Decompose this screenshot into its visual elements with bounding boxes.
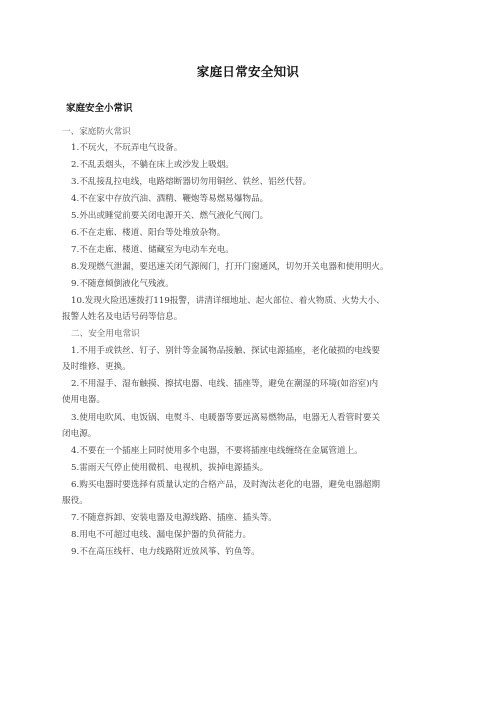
electric-item-continuation: 闭电源。 (62, 429, 97, 439)
fire-item: 9.不随意倾倒液化气残液。 (71, 279, 174, 289)
electric-item-continuation: 服役。 (62, 496, 88, 506)
electric-item: 3.使用电吹风、电饭锅、电熨斗、电暖器等要远离易燃物品，电器无人看管时要关 (71, 413, 380, 423)
electric-item-continuation: 使用电器。 (62, 395, 105, 405)
fire-item: 3.不乱接乱拉电线，电路熔断器切勿用铜丝、铁丝、铝丝代替。 (71, 177, 312, 187)
electric-item: 4.不要在一个插座上同时使用多个电器，不要将插座电线缠绕在金属管道上。 (71, 446, 363, 456)
document-title: 家庭日常安全知识 (196, 64, 300, 79)
electric-item: 6.购买电器时要选择有质量认定的合格产品，及时淘汰老化的电器，避免电器超期 (71, 480, 380, 490)
fire-item: 8.发现燃气泄漏，要迅速关闭气源阀门，打开门窗通风，切勿开关电器和使用明火。 (71, 262, 389, 272)
fire-safety-heading: 一、家庭防火常识 (62, 127, 131, 137)
fire-item: 7.不在走廊、楼道、储藏室为电动车充电。 (71, 245, 234, 255)
electric-item-continuation: 及时维修、更换。 (62, 362, 131, 372)
fire-item: 10.发现火险迅速拨打119报警，讲清详细地址、起火部位、着火物质、火势大小、 (71, 296, 385, 306)
electric-item: 1.不用手或铁丝、钉子、别针等金属物品接触、探试电源插座，老化破损的电线要 (71, 346, 380, 356)
fire-item: 5.外出或睡觉前要关闭电源开关、燃气液化气阀门。 (71, 211, 269, 221)
electric-safety-heading: 二、安全用电常识 (71, 329, 140, 339)
electric-item: 5.雷雨天气停止使用微机、电视机，拔掉电源插头。 (71, 463, 269, 473)
electric-item: 2.不用湿手、湿布触摸、擦拭电器、电线、插座等，避免在潮湿的环境(如浴室)内 (71, 379, 379, 389)
electric-item: 9.不在高压线杆、电力线路附近放风筝、钓鱼等。 (71, 547, 260, 557)
section-heading: 家庭安全小常识 (66, 103, 133, 114)
electric-item: 7.不随意拆卸、安装电器及电源线路、插座、插头等。 (71, 513, 277, 523)
fire-item: 4.不在家中存放汽油、酒精、鞭炮等易燃易爆物品。 (71, 194, 269, 204)
fire-item: 1.不玩火，不玩弄电气设备。 (71, 143, 183, 153)
fire-item-continuation: 报警人姓名及电话号码等信息。 (62, 312, 183, 322)
fire-item: 6.不在走廊、楼道、阳台等处堆放杂物。 (71, 228, 226, 238)
fire-item: 2.不乱丢烟头，不躺在床上或沙发上吸烟。 (71, 160, 234, 170)
electric-item: 8.用电不可超过电线、漏电保护器的负荷能力。 (71, 530, 252, 540)
